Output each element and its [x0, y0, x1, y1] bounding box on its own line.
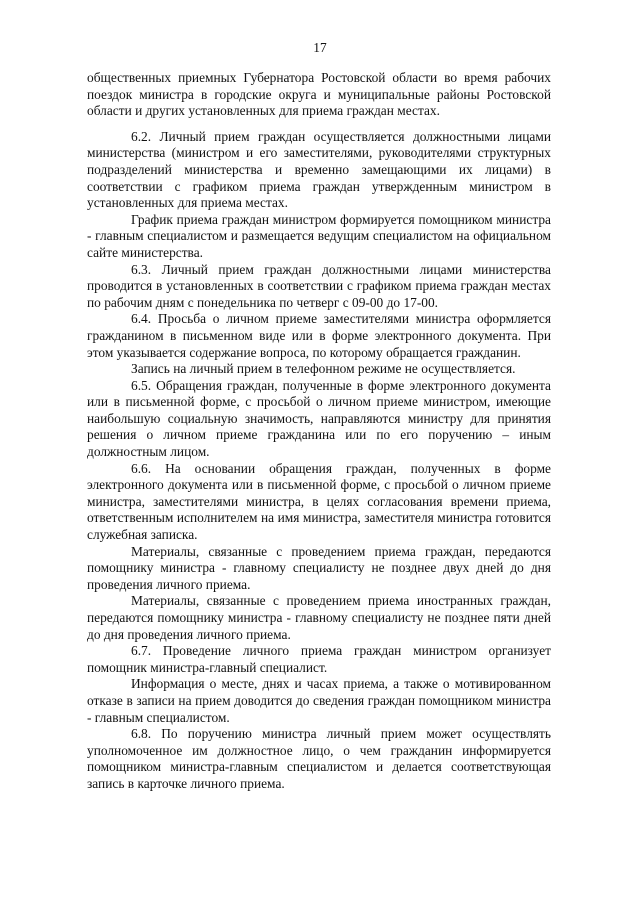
- page-number: 17: [313, 40, 327, 55]
- paragraph-6-6: 6.6. На основании обращения граждан, полученных в форме электронного документа или в письменной форме, с просьбой о личном приеме министра, заместителями министра, в целях согласования времени приема, ответственным исполнителем на имя министра, заместителя министра готовится служебная записка.: [87, 460, 551, 543]
- paragraph-6-7: 6.7. Проведение личного приема граждан министром организует помощник министра-главный специалист.: [87, 643, 551, 675]
- paragraph-6-8: 6.8. По поручению министра личный прием может осуществлять уполномоченное им должностное лицо, о чем гражданин информируется помощником министра-главным специалистом и делается соответствующая запись в карточке личного приема.: [87, 726, 551, 791]
- paragraph-6-4: 6.4. Просьба о личном приеме заместителями министра оформляется гражданином в письменном виде или в форме электронного документа. При этом указывается содержание вопроса, по которому обращается гражданин.: [87, 311, 551, 360]
- paragraph-6-2: 6.2. Личный прием граждан осуществляется должностными лицами министерства (министром и его заместителями, руководителями структурных подразделений министерства и временно замещающими их лицами) в соответствии с графиком приема граждан утвержденным министром в установленных для приема местах.: [87, 128, 551, 211]
- paragraph-schedule: График приема граждан министром формируется помощником министра - главным специалистом и размещается ведущим специалистом на официальном сайте министерства.: [87, 211, 551, 260]
- document-body: [87, 70, 551, 793]
- paragraph-materials: Материалы, связанные с проведением приема граждан, передаются помощнику министра - главному специалисту не позднее двух дней до дня проведения личного приема.: [87, 543, 551, 592]
- paragraph-6-3: 6.3. Личный прием граждан должностными лицами министерства проводится в установленных в соответствии с графиком приема граждан местах по рабочим дням с понедельника по четверг с 09-00 до 17-00.: [87, 261, 551, 310]
- paragraph-continuation: общественных приемных Губернатора Ростовской области во время рабочих поездок министра в городские округа и муниципальные районы Ростовской области и других установленных для приема граждан местах.: [87, 70, 551, 119]
- paragraph-6-5: 6.5. Обращения граждан, полученные в форме электронного документа или в письменной форме, с просьбой о личном приеме министром, имеющие наибольшую социальную значимость, направляются министру для принятия решения о личном приеме гражданина или по его поручению – иным должностным лицом.: [87, 377, 551, 460]
- paragraph-phone-booking: Запись на личный прием в телефонном режиме не осуществляется.: [131, 361, 516, 377]
- paragraph-information: Информация о месте, днях и часах приема, а также о мотивированном отказе в записи на прием доводится до сведения граждан помощником министра - главным специалистом.: [87, 676, 551, 725]
- paragraph-foreign-materials: Материалы, связанные с проведением приема иностранных граждан, передаются помощнику министра - главному специалисту не позднее пяти дней до дня проведения личного приема.: [87, 593, 551, 642]
